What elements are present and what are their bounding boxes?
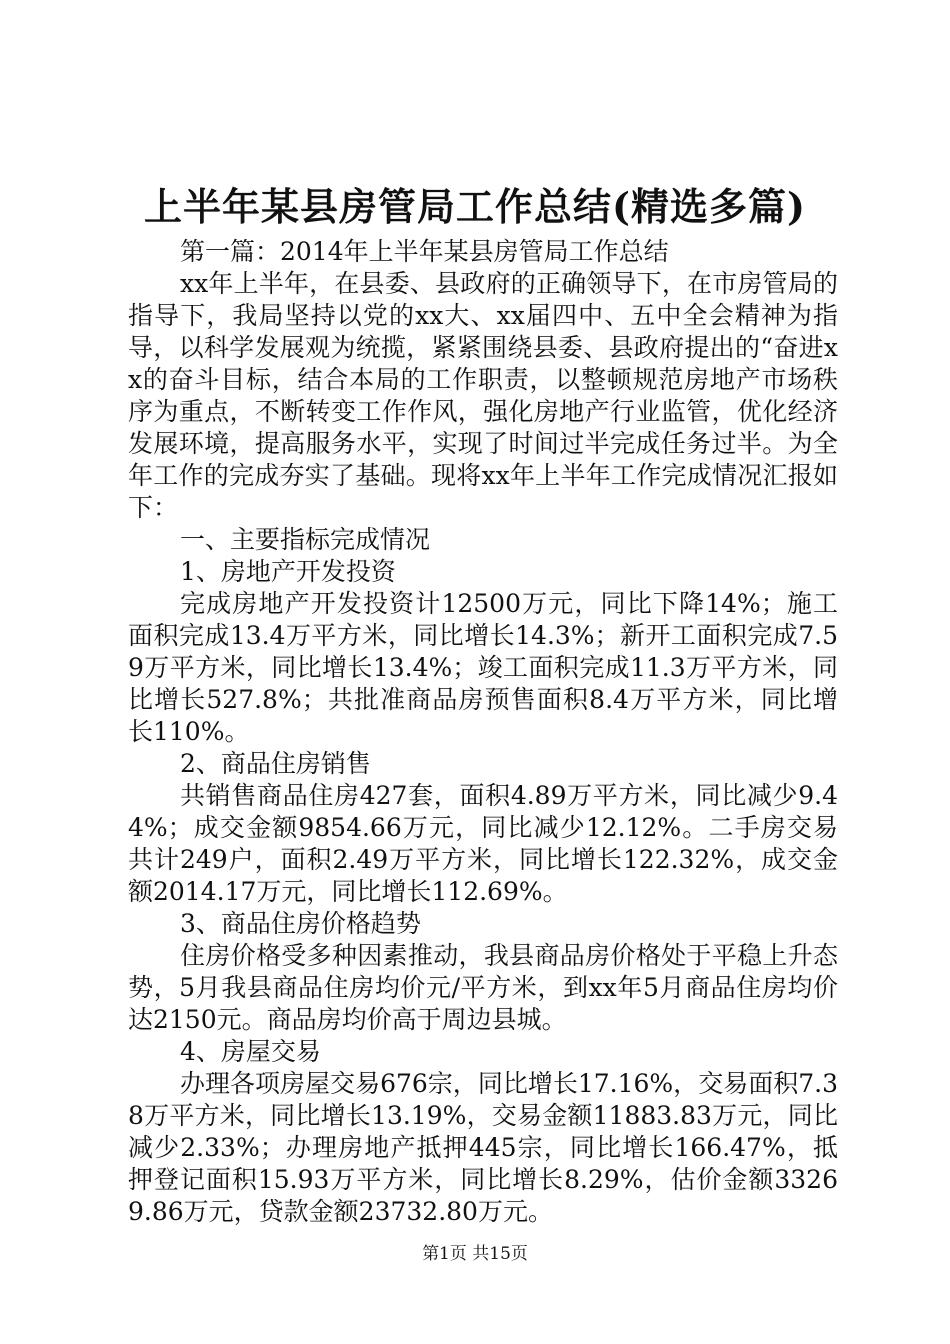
- document-title: 上半年某县房管局工作总结(精选多篇): [144, 184, 806, 229]
- body-paragraph: 完成房地产开发投资计12500万元，同比下降14%；施工面积完成13.4万平方米，同比增长14.3%；新开工面积完成7.59万平方米，同比增长13.4%；竣工面积完成11.3万平方米，同比增长527.8%；共批准商品房预售面积8.4万平方米，同比增长110%。: [128, 589, 838, 746]
- document-body: [128, 236, 838, 1228]
- page-footer: 第1页 共15页: [422, 1244, 528, 1264]
- body-paragraph: xx年上半年，在县委、县政府的正确领导下，在市房管局的指导下，我局坚持以党的xx大、xx届四中、五中全会精神为指导，以科学发展观为统揽，紧紧围绕县委、县政府提出的“奋进xx的奋斗目标，结合本局的工作职责，以整顿规范房地产市场秩序为重点，不断转变工作作风，强化房地产行业监管，优化经济发展环境，提高服务水平，实现了时间过半完成任务过半。为全年工作的完成夯实了基础。现将xx年上半年工作完成情况汇报如下：: [128, 269, 838, 522]
- body-paragraph: 办理各项房屋交易676宗，同比增长17.16%，交易面积7.38万平方米，同比增长13.19%，交易金额11883.83万元，同比减少2.33%；办理房地产抵押445宗，同比增长166.47%，抵押登记面积15.93万平方米，同比增长8.29%，估价金额33269.86万元，贷款金额23732.80万元。: [128, 1069, 838, 1226]
- section-heading: 第一篇：2014年上半年某县房管局工作总结: [180, 237, 669, 266]
- body-paragraph: 住房价格受多种因素推动，我县商品房价格处于平稳上升态势，5月我县商品住房均价元/平方米，到xx年5月商品住房均价达2150元。商品房均价高于周边县城。: [128, 941, 838, 1034]
- subsection-heading: 4、房屋交易: [180, 1037, 321, 1066]
- body-paragraph: 共销售商品住房427套，面积4.89万平方米，同比减少9.44%；成交金额9854.66万元，同比减少12.12%。二手房交易共计249户，面积2.49万平方米，同比增长122.32%，成交金额2014.17万元，同比增长112.69%。: [128, 781, 838, 906]
- subsection-heading: 2、商品住房销售: [180, 749, 371, 778]
- subsection-heading: 3、商品住房价格趋势: [180, 909, 421, 938]
- section-heading: 一、主要指标完成情况: [180, 525, 431, 554]
- subsection-heading: 1、房地产开发投资: [180, 557, 396, 586]
